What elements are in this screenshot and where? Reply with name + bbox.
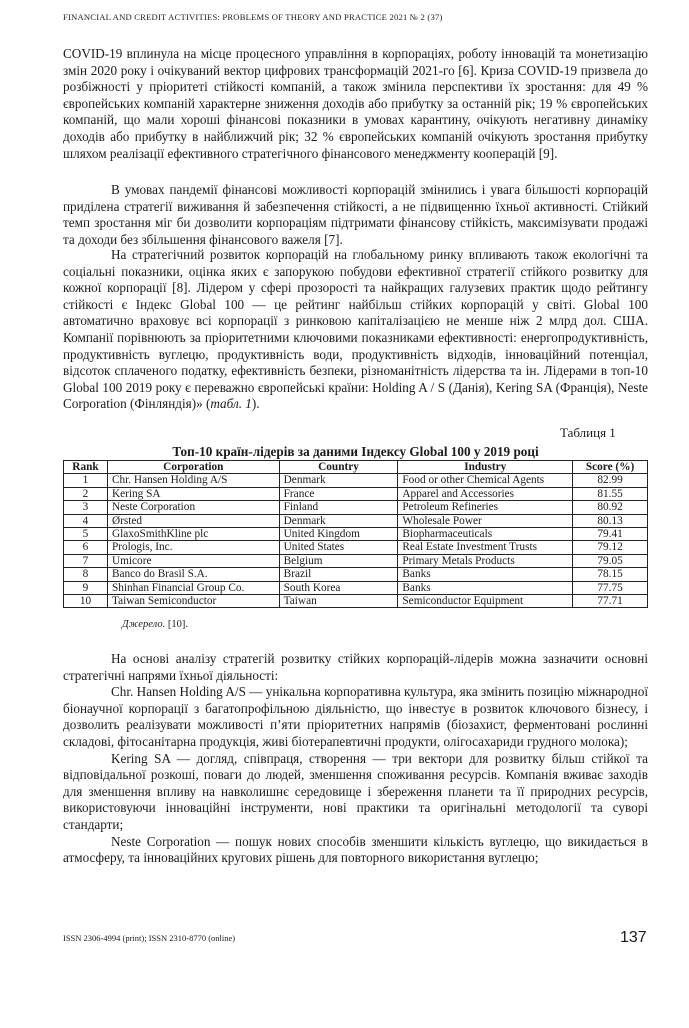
cell-corporation: Neste Corporation (107, 501, 279, 514)
cell-country: Brazil (279, 568, 398, 581)
table-row (64, 554, 648, 567)
header-industry: Industry (398, 461, 573, 474)
cell-score: 77.71 (573, 595, 648, 608)
table-row (64, 595, 648, 608)
table-row (64, 581, 648, 594)
cell-country: United States (279, 541, 398, 554)
source-reference: [10]. (165, 619, 188, 630)
cell-country: United Kingdom (279, 528, 398, 541)
cell-industry: Biopharmaceuticals (398, 528, 573, 541)
cell-score: 80.92 (573, 501, 648, 514)
cell-score: 80.13 (573, 514, 648, 527)
cell-rank: 1 (64, 474, 108, 487)
cell-country: Finland (279, 501, 398, 514)
table-title: Топ-10 країн-лідерів за даними Індексу Global 100 у 2019 році (172, 444, 539, 459)
paragraph-neste: Neste Corporation — пошук нових способів зменшити кількість вуглецю, що викидається в атмосферу, та інноваційних кругових рішень для повторного використання вуглецю; (63, 833, 648, 866)
cell-industry: Banks (398, 568, 573, 581)
cell-score: 82.99 (573, 474, 648, 487)
paragraph-analysis-intro: На основі аналізу стратегій розвитку стійких корпорацій-лідерів можна зазначити основні стратегічні напрями їхньої діяльності: (63, 651, 648, 683)
source-label: Джерело. (122, 619, 166, 630)
cell-corporation: Umicore (107, 554, 279, 567)
cell-corporation: GlaxoSmithKline plc (107, 528, 279, 541)
header-country: Country (279, 461, 398, 474)
cell-industry: Primary Metals Products (398, 554, 573, 567)
cell-rank: 9 (64, 581, 108, 594)
paragraph-kering: Kering SA — догляд, співпраця, створення — три вектори для розвитку більш стійкої та відповідальної розкоші, поваги до людей, зменшення споживання ресурсів. Компанія вживає заходів для зменшення впливу на навколишнє середовище і збереження планети та її природних ресурсів, використовуючи інноваційні інструменти, нові практики та оригінальні методології та суворі стандарти; (63, 750, 648, 832)
table-header-row (64, 461, 648, 474)
cell-score: 77.75 (573, 581, 648, 594)
paragraph-global100 (63, 247, 648, 413)
cell-country: Taiwan (279, 595, 398, 608)
paragraph-text: COVID-19 вплинула на місце процесного управління в корпораціях, роботу інновацій та монетизацію змін 2020 року і очікуваний вектор цифрових трансформацій 2021-го [6]. Криза COVID-19 призвела до розбіжності у пріоритеті стійкості компаній, а також змінила перспективи їх зростання: для 49 % європейських компаній характерне зниження доходів або прибутку за останній рік; 19 % європейських компаній, що мали хороші фінансові показники в умовах карантину, очікують негативну динаміку доходів або прибутку в найближчий рік; 32 % європейських компаній очікують зростання прибутку шляхом реалізації ефективного стратегічного фінансового менеджменту кооперацій [9]. (63, 46, 648, 161)
cell-score: 78.15 (573, 568, 648, 581)
cell-score: 81.55 (573, 487, 648, 500)
cell-corporation: Prologis, Inc. (107, 541, 279, 554)
global100-table (63, 460, 648, 608)
table-row (64, 568, 648, 581)
paragraph-covid-impact (63, 46, 648, 162)
cell-corporation: Banco do Brasil S.A. (107, 568, 279, 581)
cell-country: Belgium (279, 554, 398, 567)
paragraph-text-main: На стратегічний розвиток корпорацій на глобальному ринку впливають також екологічні та соціальні показники, оцінка яких є запорукою побудови ефективної стратегії стійкого розвитку для кожної корпорації [8]. Лідером у сфері прозорості та найкращих галузевих практик щодо рейтингу стійкості є Індекс Global 100 — це рейтинг найбільш стійких корпорацій у світі. Global 100 автоматично враховує всі корпорації з ринковою капіталізацією не менше ніж 2 млрд дол. США. Компанії порівнюють за пріоритетними ключовими показниками ефективності: енергопродуктивність, продуктивність вуглецю, продуктивність води, продуктивність відходів, інноваційний потенціал, відсоток сплаченого податку, ефективність безпеки, різноманітність лідерства та ін. Лідерами в топ-10 Global 100 2019 року є переважно європейські країни: Holding A / S (Данія), Kering SA (Франція), Neste Corporation (Фінляндія)» ( (63, 247, 648, 412)
paragraph-text-end: ). (251, 396, 260, 412)
cell-country: Denmark (279, 474, 398, 487)
cell-score: 79.41 (573, 528, 648, 541)
running-header: FINANCIAL AND CREDIT ACTIVITIES: PROBLEMS OF THEORY AND PRACTICE 2021 № 2 (37) (63, 12, 443, 22)
cell-score: 79.05 (573, 554, 648, 567)
cell-country: France (279, 487, 398, 500)
paragraph-text: В умовах пандемії фінансові можливості корпорацій змінились і увага більшості корпорацій приділена стратегії виживання й забезпечення стійкості, а не підвищенню їхньої активності. Стійкий темп зростання міг би дозволити корпораціям підтримати фінансову стійкість, максимізувати продажі та доходи без збільшення фінансового важеля [7]. (63, 182, 648, 247)
header-rank: Rank (64, 461, 108, 474)
cell-corporation: Chr. Hansen Holding A/S (107, 474, 279, 487)
footer-issn: ISSN 2306-4994 (print); ISSN 2310-8770 (online) (63, 933, 236, 943)
cell-rank: 4 (64, 514, 108, 527)
page-number: 137 (620, 929, 647, 946)
cell-industry: Wholesale Power (398, 514, 573, 527)
table-source (122, 619, 188, 630)
table-row (64, 501, 648, 514)
paragraph-pandemic-strategy (63, 182, 648, 248)
cell-industry: Petroleum Refineries (398, 501, 573, 514)
analysis-section (63, 651, 648, 867)
cell-industry: Food or other Chemical Agents (398, 474, 573, 487)
cell-country: South Korea (279, 581, 398, 594)
paragraph-text (63, 247, 648, 413)
table-row (64, 514, 648, 527)
cell-industry: Banks (398, 581, 573, 594)
cell-corporation: Ørsted (107, 514, 279, 527)
cell-rank: 7 (64, 554, 108, 567)
cell-corporation: Kering SA (107, 487, 279, 500)
table-reference: табл. 1 (210, 396, 252, 412)
cell-rank: 3 (64, 501, 108, 514)
table-label: Таблиця 1 (560, 425, 616, 440)
cell-rank: 5 (64, 528, 108, 541)
cell-corporation: Shinhan Financial Group Co. (107, 581, 279, 594)
cell-industry: Apparel and Accessories (398, 487, 573, 500)
cell-score: 79.12 (573, 541, 648, 554)
header-score: Score (%) (573, 461, 648, 474)
table-row (64, 474, 648, 487)
cell-rank: 8 (64, 568, 108, 581)
paragraph-chr-hansen: Chr. Hansen Holding A/S — унікальна корпоративна культура, яка змінить позицію міжнародної біонаучної корпорації з багатопрофільною діяльністю, що інвестує в розвиток ключового бізнесу, і дозволить реалізувати можливості п’яти пріоритетних напрямів (біозахист, ферментовані рослинні складові, фітосанітарна продукція, живі біотерапевтичні продукти, олігосахариди грудного молока); (63, 684, 648, 749)
cell-industry: Semiconductor Equipment (398, 595, 573, 608)
cell-rank: 10 (64, 595, 108, 608)
table-row (64, 487, 648, 500)
cell-rank: 6 (64, 541, 108, 554)
cell-industry: Real Estate Investment Trusts (398, 541, 573, 554)
table-row (64, 541, 648, 554)
header-corporation: Corporation (107, 461, 279, 474)
cell-corporation: Taiwan Semiconductor (107, 595, 279, 608)
table-row (64, 528, 648, 541)
cell-rank: 2 (64, 487, 108, 500)
cell-country: Denmark (279, 514, 398, 527)
